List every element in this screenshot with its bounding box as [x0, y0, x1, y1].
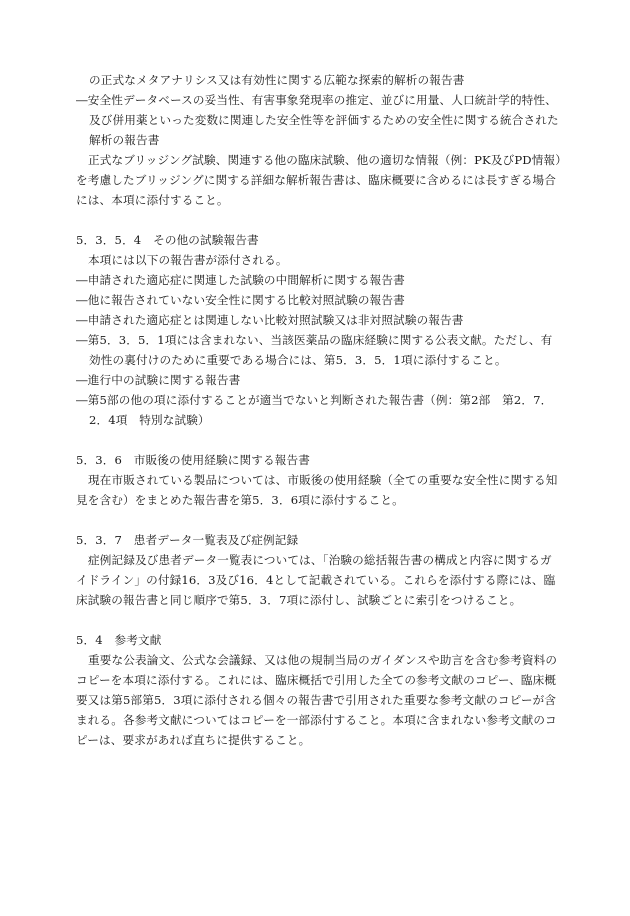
paragraph: 現在市販されている製品については、市販後の使用経験（全ての重要な安全性に関する知見を含む）をまとめた報告書を第5．3．6項に添付すること。 — [76, 473, 558, 507]
list-item: ―安全性データベースの妥当性、有害事象発現率の推定、並びに用量、人口統計学的特性、及び併用薬といった変数に関連した安全性等を評価するための安全性に関する統合された解析の報告書 — [76, 93, 559, 147]
list-item: ―申請された適応症とは関連しない比較対照試験又は非対照試験の報告書 — [76, 313, 464, 327]
document-page — [76, 70, 562, 750]
list-item: ―第5部の他の項に添付することが適当でないと判断された報告書（例：第2部 第2．7．2．4項 特別な試験） — [76, 393, 553, 427]
list-item: ―第5．3．5．1項には含まれない、当該医薬品の臨床経験に関する公表文献。ただし、有効性の裏付けのために重要である場合には、第5．3．5．1項に添付すること。 — [76, 333, 553, 367]
text-line: の正式なメタアナリシス又は有効性に関する広範な探索的解析の報告書 — [89, 73, 465, 87]
section-heading: 5．3．6 市販後の使用経験に関する報告書 — [76, 453, 310, 467]
paragraph: 正式なブリッジング試験、関連する他の臨床試験、他の適切な情報（例：PK及びPD情報）を考慮したブリッジングに関する詳細な解析報告書は、臨床概要に含めるには長すぎる場合には、本項に添付すること。 — [76, 153, 562, 207]
paragraph: 症例記録及び患者データ一覧表については、「治験の総括報告書の構成と内容に関するガイドライン」の付録16．3及び16．4として記載されている。これらを添付する際には、臨床試験の報告書と同じ順序で第5．3．7項に添付し、試験ごとに索引をつけること。 — [76, 553, 556, 607]
section-heading: 5．3．7 患者データ一覧表及び症例記録 — [76, 533, 299, 547]
list-item: ―他に報告されていない安全性に関する比較対照試験の報告書 — [76, 293, 405, 307]
paragraph: 本項には以下の報告書が添付される。 — [88, 253, 288, 267]
section-heading: 5．3．5．4 その他の試験報告書 — [76, 233, 259, 247]
list-item: ―進行中の試験に関する報告書 — [76, 373, 241, 387]
list-item: ―申請された適応症に関連した試験の中間解析に関する報告書 — [76, 273, 405, 287]
section-heading: 5．4 参考文献 — [76, 633, 162, 647]
paragraph: 重要な公表論文、公式な会議録、又は他の規制当局のガイダンスや助言を含む参考資料のコピーを本項に添付する。これには、臨床概括で引用した全ての参考文献のコピー、臨床概要又は第5部第5．3項に添付される個々の報告書で引用された重要な参考文献のコピーが含まれる。各参考文献についてはコピーを一部添付すること。本項に含まれない参考文献のコピーは、要求があれば直ちに提供すること。 — [76, 653, 558, 747]
